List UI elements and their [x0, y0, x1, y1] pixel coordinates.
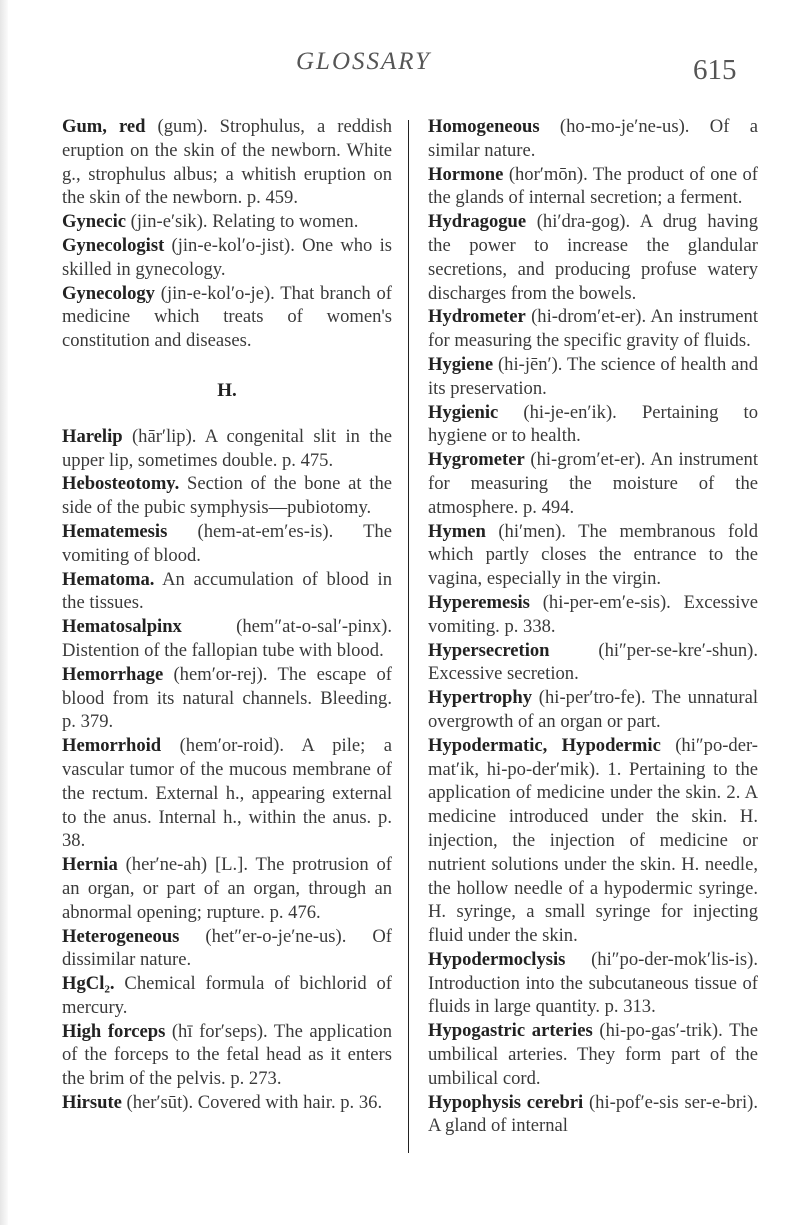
glossary-entry — [62, 972, 392, 1020]
entry-term: Gynecology — [62, 282, 155, 304]
glossary-entry — [62, 615, 392, 663]
entry-term: Hypogastric arteries — [428, 1020, 593, 1042]
entry-term: High forceps — [62, 1020, 166, 1042]
entry-term: Gynecologist — [62, 234, 165, 256]
glossary-entry — [62, 663, 392, 734]
glossary-entry — [62, 568, 392, 616]
entry-definition: (hī for′seps). The application of the forceps to the fetal head as it enters the brim of the pelvis. p. 273. — [62, 1020, 392, 1090]
entry-definition: (hor′mōn). The product of one of the glands of internal secretion; a ferment. — [428, 163, 758, 209]
right-entries — [428, 115, 758, 1138]
entry-definition: Chemical formula of bichlorid of mercury. — [62, 973, 392, 1018]
entry-term: Gum, red — [62, 116, 146, 137]
entry-term: Hyperemesis — [428, 591, 530, 613]
glossary-entry — [62, 853, 392, 924]
entry-term: Hygiene — [428, 353, 494, 375]
glossary-entry — [62, 520, 392, 568]
glossary-entry — [428, 210, 758, 305]
entry-term: Hypertrophy — [428, 687, 532, 709]
entry-term: Hypodermoclysis — [428, 948, 566, 970]
glossary-entry — [62, 925, 392, 973]
glossary-entry — [62, 472, 392, 520]
entry-term: Gynecic — [62, 211, 127, 233]
glossary-entry — [428, 353, 758, 401]
entry-definition: (hi-po-gas′-trik). The umbilical arteries. They form part of the umbilical cord. — [428, 1020, 758, 1089]
entry-term: Hebosteotomy. — [62, 473, 180, 495]
entry-term: Hydragogue — [428, 211, 527, 233]
entry-definition: (hi-grom′et-er). An instrument for measuring the moisture of the atmosphere. p. 494. — [428, 449, 758, 518]
glossary-entry — [428, 639, 758, 687]
entry-definition: (hem-at-em′es-is). The vomiting of blood. — [62, 520, 392, 566]
entry-definition: (hem′or-roid). A pile; a vascular tumor of the mucous membrane of the rectum. External h., appearing external to the anus. Internal h., within the anus. p. 38. — [62, 735, 392, 852]
entry-term: Hygrometer — [428, 449, 525, 471]
entry-definition: (jin-e′sik). Relating to women. — [126, 211, 359, 233]
entry-term: Hypophysis cerebri — [428, 1091, 584, 1113]
entry-term: Heterogeneous — [62, 925, 180, 947]
entry-term: Hymen — [428, 520, 486, 542]
entry-term: Hygienic — [428, 401, 499, 423]
entry-definition: (her′ne-ah) [L.]. The protrusion of an organ, or part of an organ, through an abnormal opening; rupture. p. 476. — [62, 854, 392, 923]
entry-term: Hypodermatic, Hypodermic — [428, 734, 661, 756]
glossary-entry — [428, 734, 758, 948]
entry-definition: (hi′dra-gog). A drug having the power to increase the glandular secretions, and producing profuse watery discharges from the bowels. — [428, 211, 758, 304]
entry-term: Hemorrhoid — [62, 735, 162, 757]
glossary-entry — [62, 1091, 392, 1115]
entry-definition: (her′sūt). Covered with hair. p. 36. — [121, 1092, 383, 1114]
entry-definition: (het″er-o-je′ne-us). Of dissimilar nature. — [62, 925, 392, 971]
glossary-entry — [428, 163, 758, 211]
glossary-entry — [62, 734, 392, 853]
entry-definition: (hi-per′tro-fe). The unnatural overgrowth of an organ or part. — [428, 687, 758, 732]
entry-definition: Section of the bone at the side of the pubic symphysis—pubiotomy. — [62, 473, 392, 519]
glossary-entry — [62, 234, 392, 282]
entry-definition: (jin-e-kol′o-jist). One who is skilled in gynecology. — [62, 234, 392, 280]
entry-definition: (hār′lip). A congenital slit in the upper lip, sometimes double. p. 475. — [62, 425, 392, 471]
entry-definition: (hi′men). The membranous fold which partly closes the entrance to the vagina, especially in the virgin. — [428, 520, 758, 590]
entry-term: Hematosalpinx — [62, 616, 182, 638]
entry-definition: (jin-e-kol′o-je). That branch of medicine which treats of women's constitution and diseases. — [62, 282, 392, 352]
glossary-entry — [62, 1020, 392, 1091]
entry-definition: (hi-per-em′e-sis). Excessive vomiting. p. 338. — [428, 591, 758, 637]
entry-definition: (hi-je-en′ik). Pertaining to hygiene or to health. — [428, 401, 758, 447]
glossary-entry — [428, 305, 758, 353]
entry-term: Hypersecretion — [428, 639, 550, 661]
entry-definition: (hi″per-se-kre′-shun). Excessive secretion. — [428, 639, 758, 685]
left-entries-after — [62, 425, 392, 1115]
running-head: GLOSSARY — [296, 48, 432, 75]
entry-definition: (hi″po-der-mat′ik, hi-po-der′mik). 1. Pertaining to the application of medicine under the skin. 2. A medicine introduced under the skin. H. injection, the injection of medicine or nutrient solutions under the skin. H. needle, the hollow needle of a hypodermic syringe. H. syringe, a small syringe for injecting fluid under the skin. — [428, 734, 758, 947]
glossary-entry — [428, 1091, 758, 1139]
glossary-entry — [428, 591, 758, 639]
glossary-entry — [428, 1019, 758, 1090]
entry-definition: (hem″at-o-sal′-pinx). Distention of the fallopian tube with blood. — [62, 616, 392, 661]
entry-term: Hirsute — [62, 1092, 122, 1114]
entry-term: Hematoma. — [62, 568, 155, 590]
entry-definition: (hi-jēn′). The science of health and its preservation. — [428, 353, 758, 399]
left-column — [62, 115, 392, 1115]
glossary-entry — [62, 282, 392, 353]
glossary-entry — [428, 448, 758, 519]
entry-term: HgCl₂. — [62, 973, 115, 995]
glossary-entry — [62, 115, 392, 210]
section-heading-h: H. — [217, 379, 237, 401]
glossary-entry — [62, 210, 392, 234]
page-number: 615 — [693, 54, 737, 86]
entry-term: Harelip — [62, 425, 123, 447]
glossary-entry — [428, 115, 758, 163]
glossary-entry — [428, 401, 758, 449]
left-entries-before — [62, 115, 392, 353]
entry-term: Hydrometer — [428, 306, 526, 328]
entry-term: Hemorrhage — [62, 663, 164, 685]
glossary-entry — [428, 948, 758, 1019]
entry-definition: (hi″po-der-mok′lis-is). Introduction into the subcutaneous tissue of fluids in large quantity. p. 313. — [428, 948, 758, 1018]
entry-term: Hernia — [62, 854, 118, 876]
entry-term: Hematemesis — [62, 520, 168, 542]
entry-definition: An accumulation of blood in the tissues. — [62, 568, 392, 614]
entry-definition: (ho-mo-je′ne-us). Of a similar nature. — [428, 116, 758, 161]
glossary-entry — [428, 520, 758, 591]
entry-definition: (gum). Strophulus, a reddish eruption on the skin of the newborn. White g., strophulus albus; a whitish eruption on the skin of the newborn. p. 459. — [62, 116, 392, 209]
right-column — [428, 115, 758, 1138]
glossary-entry — [62, 425, 392, 473]
entry-definition: (hi-pof′e-sis ser-e-bri). A gland of internal — [428, 1091, 758, 1137]
column-divider — [408, 120, 409, 1153]
entry-definition: (hem′or-rej). The escape of blood from its natural channels. Bleeding. p. 379. — [62, 663, 392, 733]
entry-term: Homogeneous — [428, 116, 540, 137]
page-binding-edge — [0, 0, 8, 1225]
glossary-entry — [428, 686, 758, 734]
page-header — [0, 48, 800, 88]
entry-term: Hormone — [428, 163, 504, 185]
entry-definition: (hi-drom′et-er). An instrument for measuring the specific gravity of fluids. — [428, 306, 758, 352]
